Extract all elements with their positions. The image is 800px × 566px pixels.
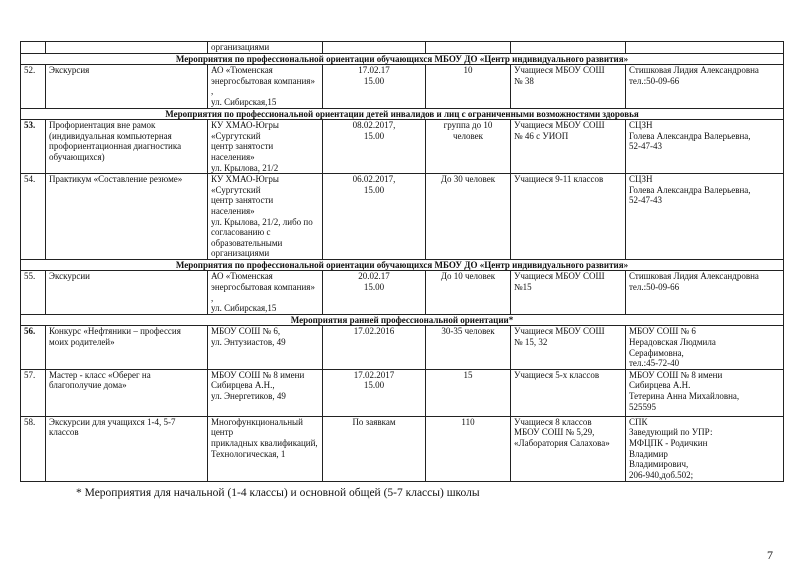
table-row xyxy=(21,369,784,416)
section-header: Мероприятия ранней профессиональной ориентации* xyxy=(21,314,784,326)
section-header: Мероприятия по профессиональной ориентации обучающихся МБОУ ДО «Центр индивидуального развития» xyxy=(21,259,784,271)
count-cell: До 30 человек xyxy=(426,174,511,260)
date-cell: 17.02.17 15.00 xyxy=(323,65,426,108)
date-cell: По заявкам xyxy=(323,416,426,481)
event-name: Конкурс «Нефтяники – профессия моих родителей» xyxy=(46,326,208,369)
contact-cell: Стишковая Лидия Александровна тел.:50-09-66 xyxy=(626,65,784,108)
place-cell: Многофункциональный центр прикладных квалификаций, Технологическая, 1 xyxy=(208,416,323,481)
date-cell: 20.02.17 15.00 xyxy=(323,271,426,314)
participants-cell: Учащиеся МБОУ СОШ №15 xyxy=(511,271,626,314)
count-cell: 10 xyxy=(426,65,511,108)
participants-cell: Учащиеся МБОУ СОШ № 46 с УИОП xyxy=(511,120,626,174)
row-number: 57. xyxy=(21,369,46,416)
participants-cell: Учащиеся МБОУ СОШ № 15, 32 xyxy=(511,326,626,369)
contact-cell: СПК Заведующий по УПР: МФЦПК - Родичкин Владимир Владимирович, 206-940,доб.502; xyxy=(626,416,784,481)
table-row xyxy=(21,65,784,108)
event-name: Практикум «Составление резюме» xyxy=(46,174,208,260)
row-number: 53. xyxy=(21,120,46,174)
participants-cell: Учащиеся 5-х классов xyxy=(511,369,626,416)
section-header: Мероприятия по профессиональной ориентации детей инвалидов и лиц с ограниченными возможностями здоровья xyxy=(21,108,784,120)
date-cell: 17.02.2017 15.00 xyxy=(323,369,426,416)
page-content xyxy=(20,41,783,562)
place-cell: КУ ХМАО-Югры «Сургутский центр занятости населения» ул. Крылова, 21/2, либо по согласованию с образовательными организациями xyxy=(208,174,323,260)
page-number: 7 xyxy=(767,547,773,562)
participants-cell: Учащиеся 8 классов МБОУ СОШ № 5,29, «Лаборатория Салахова» xyxy=(511,416,626,481)
place-cell: АО «Тюменская энергосбытовая компания» , ул. Сибирская,15 xyxy=(208,271,323,314)
event-name: Экскурсии для учащихся 1-4, 5-7 классов xyxy=(46,416,208,481)
count-cell: До 10 человек xyxy=(426,271,511,314)
contact-cell: СЦЗН Голева Александра Валерьевна, 52-47-43 xyxy=(626,120,784,174)
count-cell: 30-35 человек xyxy=(426,326,511,369)
event-name: Экскурсии xyxy=(46,271,208,314)
table-row xyxy=(21,326,784,369)
section-header: Мероприятия по профессиональной ориентации обучающихся МБОУ ДО «Центр индивидуального развития» xyxy=(21,53,784,65)
table-row xyxy=(21,271,784,314)
row-number: 58. xyxy=(21,416,46,481)
row-number: 52. xyxy=(21,65,46,108)
table-row xyxy=(21,174,784,260)
date-cell: 17.02.2016 xyxy=(323,326,426,369)
place-cell: АО «Тюменская энергосбытовая компания» , ул. Сибирская,15 xyxy=(208,65,323,108)
row-number: 55. xyxy=(21,271,46,314)
place-cell: МБОУ СОШ № 6, ул. Энтузиастов, 49 xyxy=(208,326,323,369)
contact-cell: СЦЗН Голева Александра Валерьевна, 52-47-43 xyxy=(626,174,784,260)
place-cell: МБОУ СОШ № 8 имени Сибирцева А.Н., ул. Энергетиков, 49 xyxy=(208,369,323,416)
count-cell: группа до 10 человек xyxy=(426,120,511,174)
count-cell: 110 xyxy=(426,416,511,481)
participants-cell: Учащиеся 9-11 классов xyxy=(511,174,626,260)
footnote: * Мероприятия для начальной (1-4 классы) и основной общей (5-7 классы) школы xyxy=(76,486,480,499)
date-cell: 06.02.2017, 15.00 xyxy=(323,174,426,260)
place-cell: организациями xyxy=(208,42,323,54)
place-cell: КУ ХМАО-Югры «Сургутский центр занятости населения» ул. Крылова, 21/2 xyxy=(208,120,323,174)
row-number: 56. xyxy=(21,326,46,369)
row-number: 54. xyxy=(21,174,46,260)
participants-cell: Учащиеся МБОУ СОШ № 38 xyxy=(511,65,626,108)
date-cell: 08.02.2017, 15.00 xyxy=(323,120,426,174)
contact-cell: МБОУ СОШ № 8 имени Сибирцева А.Н. Тетерина Анна Михайловна, 525595 xyxy=(626,369,784,416)
event-name: Экскурсия xyxy=(46,65,208,108)
event-name: Профориентация вне рамок (индивидуальная компьютерная профориентационная диагностика обучающихся) xyxy=(46,120,208,174)
table-row xyxy=(21,416,784,481)
events-table xyxy=(20,41,784,482)
table-row xyxy=(21,42,784,54)
count-cell: 15 xyxy=(426,369,511,416)
contact-cell: МБОУ СОШ № 6 Нерадовская Людмила Серафимовна, тел.:45-72-40 xyxy=(626,326,784,369)
contact-cell: Стишковая Лидия Александровна тел.:50-09-66 xyxy=(626,271,784,314)
event-name: Мастер - класс «Оберег на благополучие дома» xyxy=(46,369,208,416)
table-row xyxy=(21,120,784,174)
